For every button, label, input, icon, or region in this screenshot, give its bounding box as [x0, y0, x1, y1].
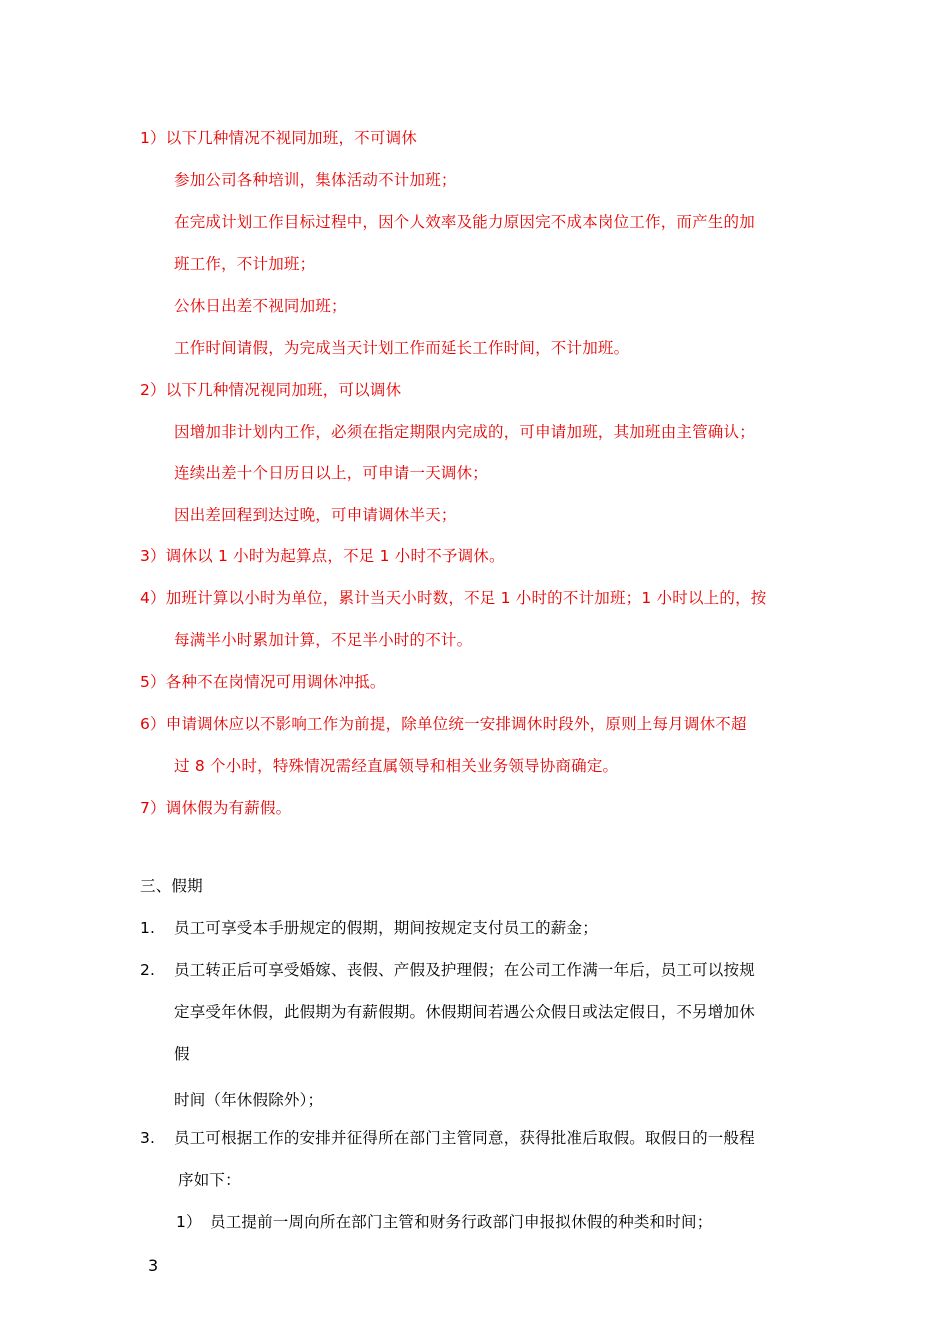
item2-title: 2）以下几种情况视同加班，可以调休	[140, 381, 402, 399]
page-number: 3	[148, 1256, 159, 1275]
p2-line2: 定享受年休假，此假期为有薪假期。休假期间若遇公众假日或法定假日，不另增加休	[174, 1003, 755, 1021]
p2-number: 2.	[140, 961, 156, 979]
item1-sub1: 参加公司各种培训，集体活动不计加班；	[174, 171, 457, 189]
item1-sub2-line1: 在完成计划工作目标过程中，因个人效率及能力原因完不成本岗位工作，而产生的加	[174, 213, 755, 231]
item7: 7）调休假为有薪假。	[140, 799, 292, 817]
item6-line1: 6）申请调休应以不影响工作为前提，除单位统一安排调休时段外，原则上每月调休不超	[140, 715, 747, 733]
p3-number: 3.	[140, 1129, 156, 1147]
p2-line3: 假	[174, 1045, 190, 1063]
item1-sub2-line2: 班工作，不计加班；	[174, 255, 316, 273]
item1-title: 1）以下几种情况不视同加班，不可调休	[140, 129, 417, 147]
item2-sub3: 因出差回程到达过晚，可申请调休半天；	[174, 506, 457, 524]
p2-line4: 时间（年休假除外）；	[174, 1091, 324, 1109]
item3: 3）调休以 1 小时为起算点，不足 1 小时不予调休。	[140, 547, 505, 565]
p2-line1: 员工转正后可享受婚嫁、丧假、产假及护理假；在公司工作满一年后，员工可以按规	[174, 961, 755, 979]
p3-sub1-number: 1）	[176, 1213, 202, 1231]
item6-line2: 过 8 个小时，特殊情况需经直属领导和相关业务领导协商确定。	[174, 757, 619, 775]
item1-sub4: 工作时间请假，为完成当天计划工作而延长工作时间，不计加班。	[174, 339, 630, 357]
p3-line2: 序如下：	[178, 1171, 241, 1189]
p3-sub1-text: 员工提前一周向所在部门主管和财务行政部门申报拟休假的种类和时间；	[210, 1213, 713, 1231]
section-three-heading: 三、假期	[140, 877, 203, 895]
item5: 5）各种不在岗情况可用调休冲抵。	[140, 673, 386, 691]
p1-number: 1.	[140, 919, 156, 937]
p3-line1: 员工可根据工作的安排并征得所在部门主管同意，获得批准后取假。取假日的一般程	[174, 1129, 755, 1147]
p1-text: 员工可享受本手册规定的假期，期间按规定支付员工的薪金；	[174, 919, 598, 937]
item4-line1: 4）加班计算以小时为单位，累计当天小时数，不足 1 小时的不计加班；1 小时以上的，按	[140, 589, 767, 607]
item2-sub2: 连续出差十个日历日以上，可申请一天调休；	[174, 464, 489, 482]
item4-line2: 每满半小时累加计算，不足半小时的不计。	[174, 631, 473, 649]
item2-sub1: 因增加非计划内工作，必须在指定期限内完成的，可申请加班，其加班由主管确认；	[174, 423, 755, 441]
item1-sub3: 公休日出差不视同加班；	[174, 297, 347, 315]
